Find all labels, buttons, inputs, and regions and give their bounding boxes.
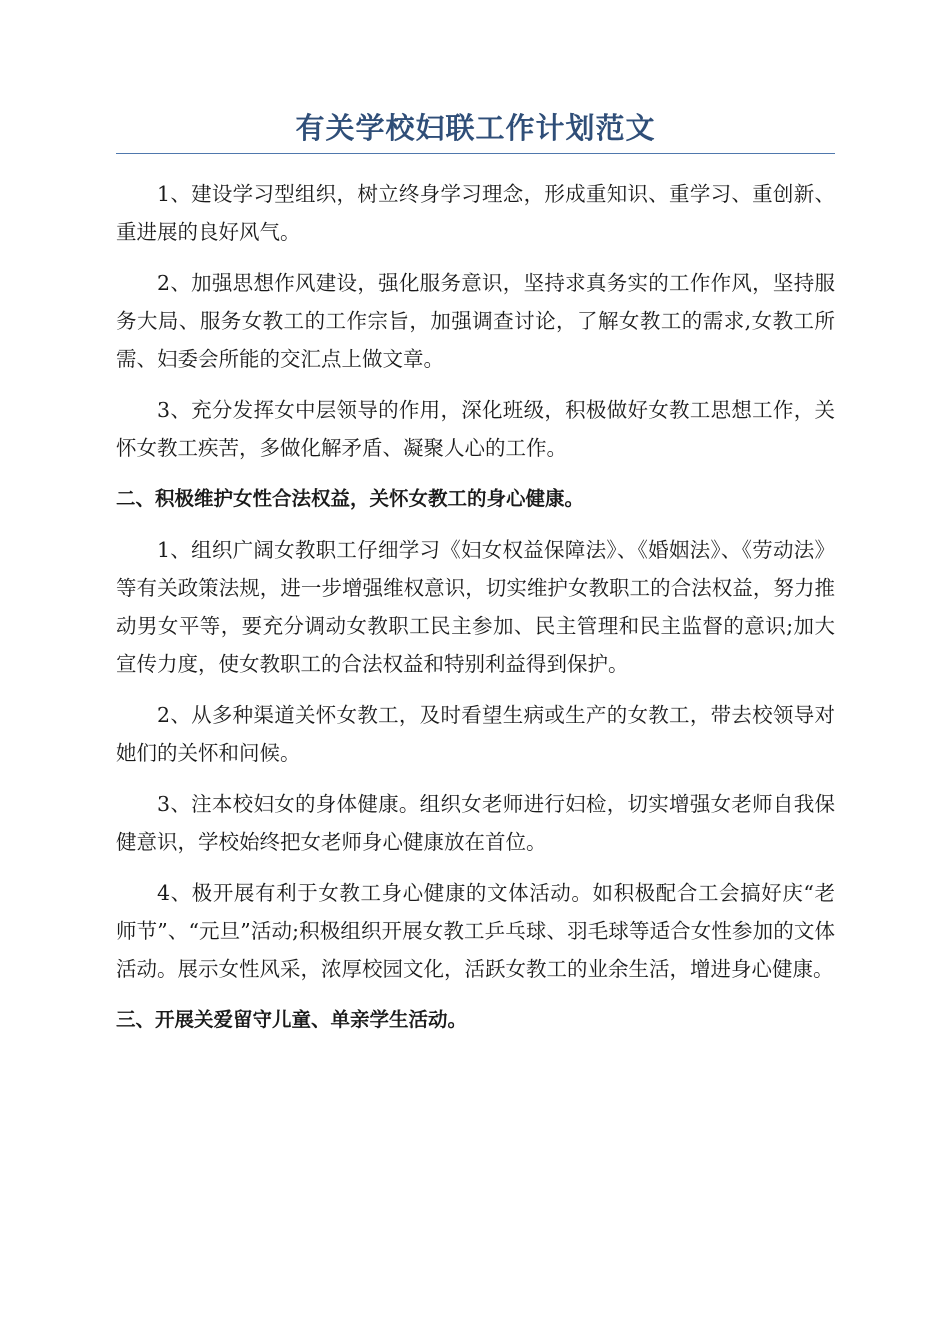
paragraph-item-2: 2、从多种渠道关怀女教工，及时看望生病或生产的女教工，带去校领导对她们的关怀和问候。 — [116, 703, 835, 765]
paragraph-item-1: 1、组织广阔女教职工仔细学习《妇女权益保障法》、《婚姻法》、《劳动法》等有关政策法规，进一步增强维权意识，切实维护女教职工的合法权益，努力推动男女平等，要充分调动女教职工民主参加、民主管理和民主监督的意识;加大宣传力度，使女教职工的合法权益和特别利益得到保护。 — [116, 538, 835, 676]
paragraph-item-3: 3、注本校妇女的身体健康。组织女老师进行妇检，切实增强女老师自我保健意识，学校始终把女老师身心健康放在首位。 — [116, 792, 835, 854]
paragraph-item-4: 4、极开展有利于女教工身心健康的文体活动。如积极配合工会搞好庆“老师节”、“元旦”活动;积极组织开展女教工乒乓球、羽毛球等适合女性参加的文体活动。展示女性风采，浓厚校园文化，活跃女教工的业余生活，增进身心健康。 — [116, 881, 835, 981]
paragraph-item-1: 1、建设学习型组织，树立终身学习理念，形成重知识、重学习、重创新、重进展的良好风气。 — [116, 182, 835, 244]
section-heading-2: 二、积极维护女性合法权益，关怀女教工的身心健康。 — [116, 487, 585, 510]
document-page — [116, 108, 835, 1052]
document-title: 有关学校妇联工作计划范文 — [116, 108, 835, 154]
paragraph-item-2: 2、加强思想作风建设，强化服务意识，坚持求真务实的工作作风，坚持服务大局、服务女教工的工作宗旨，加强调查讨论，了解女教工的需求,女教工所需、妇委会所能的交汇点上做文章。 — [116, 271, 835, 371]
paragraph-item-3: 3、充分发挥女中层领导的作用，深化班级，积极做好女教工思想工作，关怀女教工疾苦，多做化解矛盾、凝聚人心的工作。 — [116, 398, 835, 460]
document-body — [116, 175, 835, 1039]
section-heading-3: 三、开展关爱留守儿童、单亲学生活动。 — [116, 1008, 468, 1031]
